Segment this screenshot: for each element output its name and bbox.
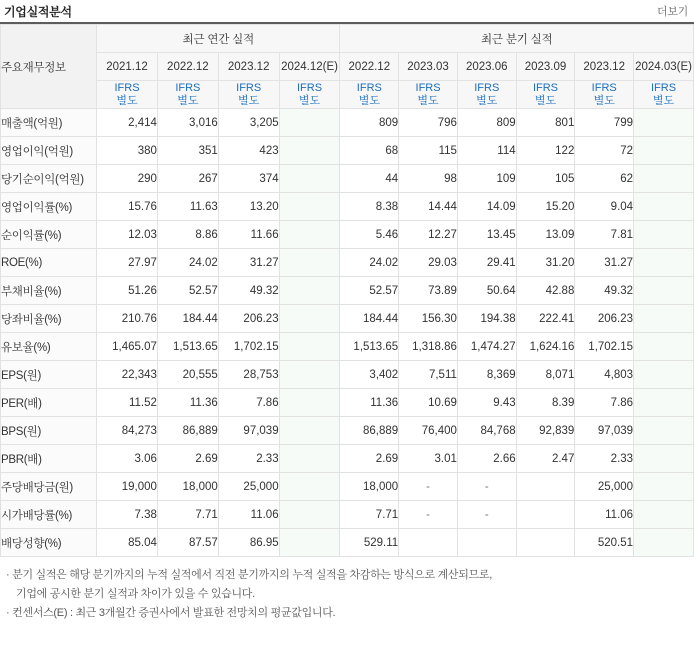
- column-period-2023.06: 2023.06: [457, 53, 516, 81]
- table-cell: [279, 277, 340, 305]
- standard-line1: IFRS: [532, 81, 559, 94]
- table-cell: 52.57: [340, 277, 399, 305]
- column-period-2023.12: 2023.12: [218, 53, 279, 81]
- column-standard-2023.06: [457, 81, 516, 109]
- table-cell: 9.04: [575, 193, 634, 221]
- standard-line2: 별도: [358, 94, 380, 107]
- column-period-2022.12: 2022.12: [157, 53, 218, 81]
- table-cell: 2.66: [457, 445, 516, 473]
- table-cell: 52.57: [157, 277, 218, 305]
- column-period-2023.03: 2023.03: [399, 53, 458, 81]
- table-group-header-row: [1, 25, 694, 53]
- table-cell: [279, 137, 340, 165]
- row-label: 시가배당률(%): [1, 501, 97, 529]
- table-cell: 8,071: [516, 361, 575, 389]
- table-cell: [634, 473, 694, 501]
- table-cell: 20,555: [157, 361, 218, 389]
- table-cell: 15.76: [97, 193, 158, 221]
- table-row: [1, 473, 694, 501]
- row-label: 당기순이익(억원): [1, 165, 97, 193]
- table-cell: 3,016: [157, 109, 218, 137]
- table-cell: 11.52: [97, 389, 158, 417]
- table-cell: 22,343: [97, 361, 158, 389]
- table-cell: 11.36: [340, 389, 399, 417]
- table-cell: 8.38: [340, 193, 399, 221]
- table-cell: 2.33: [218, 445, 279, 473]
- table-row: [1, 277, 694, 305]
- row-label: EPS(원): [1, 361, 97, 389]
- table-row: [1, 193, 694, 221]
- table-cell: [279, 389, 340, 417]
- table-cell: 73.89: [399, 277, 458, 305]
- standard-line1: IFRS: [114, 81, 140, 94]
- table-cell: 115: [399, 137, 458, 165]
- table-cell: 62: [575, 165, 634, 193]
- table-cell: 109: [457, 165, 516, 193]
- table-cell: [634, 501, 694, 529]
- footnotes: [0, 557, 694, 628]
- table-cell: [634, 389, 694, 417]
- table-cell: 92,839: [516, 417, 575, 445]
- column-period-2022.12: 2022.12: [340, 53, 399, 81]
- table-cell: 2.33: [575, 445, 634, 473]
- table-cell: [279, 249, 340, 277]
- column-standard-2021.12: [97, 81, 158, 109]
- table-cell: 1,474.27: [457, 333, 516, 361]
- table-cell: 7.71: [157, 501, 218, 529]
- table-row: [1, 221, 694, 249]
- standard-line1: IFRS: [236, 81, 262, 94]
- table-cell: 210.76: [97, 305, 158, 333]
- table-cell: 84,768: [457, 417, 516, 445]
- standard-line1: IFRS: [474, 81, 500, 94]
- table-cell: [279, 501, 340, 529]
- table-cell: 4,803: [575, 361, 634, 389]
- table-cell: 5.46: [340, 221, 399, 249]
- table-cell: 11.36: [157, 389, 218, 417]
- row-label: 영업이익률(%): [1, 193, 97, 221]
- table-cell: 380: [97, 137, 158, 165]
- table-cell: [634, 109, 694, 137]
- footnote-1: · 분기 실적은 해당 분기까지의 누적 실적에서 직전 분기까지의 누적 실적을 차감하는 방식으로 계산되므로,: [6, 569, 492, 581]
- table-cell: [634, 333, 694, 361]
- table-cell: [279, 361, 340, 389]
- table-cell: 423: [218, 137, 279, 165]
- table-cell: 25,000: [218, 473, 279, 501]
- more-link[interactable]: 더보기: [657, 6, 688, 18]
- table-cell: 809: [457, 109, 516, 137]
- table-cell: 2.47: [516, 445, 575, 473]
- table-cell: 12.27: [399, 221, 458, 249]
- table-cell: 222.41: [516, 305, 575, 333]
- table-cell: [399, 529, 458, 557]
- table-row: [1, 109, 694, 137]
- table-row: [1, 417, 694, 445]
- table-cell: 14.09: [457, 193, 516, 221]
- table-cell: -: [399, 473, 458, 501]
- page-header: [0, 0, 694, 24]
- table-cell: 184.44: [340, 305, 399, 333]
- table-cell: 13.20: [218, 193, 279, 221]
- table-cell: 31.27: [218, 249, 279, 277]
- standard-line1: IFRS: [297, 81, 323, 94]
- column-standard-2023.09: [516, 81, 575, 109]
- column-standard-2022.12: [157, 81, 218, 109]
- standard-line2: 별도: [534, 94, 557, 107]
- table-cell: [634, 361, 694, 389]
- table-cell: 72: [575, 137, 634, 165]
- table-cell: 18,000: [157, 473, 218, 501]
- standard-line2: 별도: [476, 94, 498, 107]
- table-cell: 3,402: [340, 361, 399, 389]
- table-cell: 290: [97, 165, 158, 193]
- table-cell: 801: [516, 109, 575, 137]
- financial-table-body: [1, 109, 694, 557]
- table-cell: 11.06: [218, 501, 279, 529]
- table-cell: -: [457, 473, 516, 501]
- row-label: BPS(원): [1, 417, 97, 445]
- table-cell: 9.43: [457, 389, 516, 417]
- table-cell: [279, 473, 340, 501]
- table-cell: 351: [157, 137, 218, 165]
- row-label: 영업이익(억원): [1, 137, 97, 165]
- table-cell: 84,273: [97, 417, 158, 445]
- standard-line2: 별도: [238, 94, 260, 107]
- table-cell: 86,889: [340, 417, 399, 445]
- table-cell: 49.32: [575, 277, 634, 305]
- table-cell: 10.69: [399, 389, 458, 417]
- column-period-2024.03(E): 2024.03(E): [634, 53, 694, 81]
- table-cell: 24.02: [157, 249, 218, 277]
- column-period-2023.12: 2023.12: [575, 53, 634, 81]
- standard-line1: IFRS: [175, 81, 201, 94]
- table-cell: 114: [457, 137, 516, 165]
- table-cell: 2,414: [97, 109, 158, 137]
- table-cell: 29.41: [457, 249, 516, 277]
- table-cell: 97,039: [575, 417, 634, 445]
- table-cell: 29.03: [399, 249, 458, 277]
- table-cell: [634, 305, 694, 333]
- standard-line2: 별도: [593, 94, 615, 107]
- row-label: 매출액(억원): [1, 109, 97, 137]
- table-cell: 25,000: [575, 473, 634, 501]
- standard-line2: 별도: [417, 94, 439, 107]
- table-cell: 1,318.86: [399, 333, 458, 361]
- row-label: 당좌비율(%): [1, 305, 97, 333]
- table-cell: 7.38: [97, 501, 158, 529]
- group-header-quarter: 최근 분기 실적: [340, 25, 694, 53]
- table-row: [1, 445, 694, 473]
- table-cell: [634, 417, 694, 445]
- table-cell: 7.81: [575, 221, 634, 249]
- table-period-row: [1, 53, 694, 81]
- table-cell: [457, 529, 516, 557]
- standard-line2: 별도: [298, 94, 321, 107]
- table-cell: [634, 221, 694, 249]
- column-standard-2023.12: [575, 81, 634, 109]
- table-cell: 156.30: [399, 305, 458, 333]
- page-title: 기업실적분석: [4, 4, 72, 19]
- table-cell: 86.95: [218, 529, 279, 557]
- standard-line1: IFRS: [651, 81, 677, 94]
- table-cell: [634, 137, 694, 165]
- table-cell: 1,513.65: [157, 333, 218, 361]
- table-cell: 3.01: [399, 445, 458, 473]
- table-cell: 1,513.65: [340, 333, 399, 361]
- table-cell: 50.64: [457, 277, 516, 305]
- table-cell: 28,753: [218, 361, 279, 389]
- row-label: 배당성향(%): [1, 529, 97, 557]
- table-cell: 3.06: [97, 445, 158, 473]
- table-cell: 11.63: [157, 193, 218, 221]
- table-cell: 7.71: [340, 501, 399, 529]
- table-cell: 12.03: [97, 221, 158, 249]
- table-cell: 1,465.07: [97, 333, 158, 361]
- table-cell: 2.69: [340, 445, 399, 473]
- row-label: 부채비율(%): [1, 277, 97, 305]
- table-cell: [279, 417, 340, 445]
- table-cell: 105: [516, 165, 575, 193]
- table-cell: [516, 473, 575, 501]
- table-cell: 122: [516, 137, 575, 165]
- standard-line2: 별도: [652, 94, 675, 107]
- table-cell: 27.97: [97, 249, 158, 277]
- table-cell: 7.86: [575, 389, 634, 417]
- table-cell: 24.02: [340, 249, 399, 277]
- column-period-2021.12: 2021.12: [97, 53, 158, 81]
- table-cell: [516, 501, 575, 529]
- footnote-2: · 컨센서스(E) : 최근 3개월간 증권사에서 발표한 전망치의 평균값입니다.: [6, 607, 336, 619]
- table-cell: 98: [399, 165, 458, 193]
- table-cell: 7,511: [399, 361, 458, 389]
- table-cell: 31.20: [516, 249, 575, 277]
- table-cell: 68: [340, 137, 399, 165]
- table-cell: [279, 333, 340, 361]
- standard-line1: IFRS: [356, 81, 382, 94]
- table-cell: 13.09: [516, 221, 575, 249]
- table-cell: 184.44: [157, 305, 218, 333]
- table-cell: [634, 193, 694, 221]
- table-cell: 1,624.16: [516, 333, 575, 361]
- standard-line2: 별도: [116, 94, 138, 107]
- table-cell: 809: [340, 109, 399, 137]
- column-standard-2024.03(E): [634, 81, 694, 109]
- financial-table: [0, 24, 694, 557]
- table-cell: 11.06: [575, 501, 634, 529]
- corner-header: 주요재무정보: [1, 25, 97, 109]
- column-standard-2024.12(E): [279, 81, 340, 109]
- table-cell: 19,000: [97, 473, 158, 501]
- table-cell: 796: [399, 109, 458, 137]
- table-row: [1, 249, 694, 277]
- table-row: [1, 305, 694, 333]
- table-cell: 14.44: [399, 193, 458, 221]
- table-cell: 44: [340, 165, 399, 193]
- table-cell: 1,702.15: [575, 333, 634, 361]
- standard-line1: IFRS: [415, 81, 441, 94]
- row-label: PBR(배): [1, 445, 97, 473]
- column-period-2024.12(E): 2024.12(E): [279, 53, 340, 81]
- table-row: [1, 501, 694, 529]
- standard-line2: 별도: [177, 94, 199, 107]
- table-cell: 7.86: [218, 389, 279, 417]
- table-cell: [279, 109, 340, 137]
- table-cell: 8.86: [157, 221, 218, 249]
- table-cell: 206.23: [575, 305, 634, 333]
- table-cell: 76,400: [399, 417, 458, 445]
- table-cell: 18,000: [340, 473, 399, 501]
- group-header-annual: 최근 연간 실적: [97, 25, 340, 53]
- footnote-1-cont: 기업에 공시한 분기 실적과 차이가 있을 수 있습니다.: [16, 588, 255, 600]
- table-cell: 3,205: [218, 109, 279, 137]
- table-cell: [634, 165, 694, 193]
- standard-line1: IFRS: [591, 81, 617, 94]
- table-cell: 13.45: [457, 221, 516, 249]
- table-cell: 86,889: [157, 417, 218, 445]
- table-cell: 374: [218, 165, 279, 193]
- column-standard-2023.12: [218, 81, 279, 109]
- table-cell: [279, 193, 340, 221]
- table-cell: -: [399, 501, 458, 529]
- table-cell: 194.38: [457, 305, 516, 333]
- column-period-2023.09: 2023.09: [516, 53, 575, 81]
- table-cell: 1,702.15: [218, 333, 279, 361]
- table-cell: [279, 165, 340, 193]
- table-cell: 206.23: [218, 305, 279, 333]
- table-cell: 15.20: [516, 193, 575, 221]
- table-row: [1, 137, 694, 165]
- table-cell: 31.27: [575, 249, 634, 277]
- table-cell: 11.66: [218, 221, 279, 249]
- row-label: 유보율(%): [1, 333, 97, 361]
- table-cell: 520.51: [575, 529, 634, 557]
- table-cell: [516, 529, 575, 557]
- table-cell: [634, 249, 694, 277]
- table-cell: [634, 529, 694, 557]
- table-cell: 2.69: [157, 445, 218, 473]
- table-cell: -: [457, 501, 516, 529]
- table-row: [1, 165, 694, 193]
- table-row: [1, 361, 694, 389]
- table-cell: 799: [575, 109, 634, 137]
- table-cell: 97,039: [218, 417, 279, 445]
- table-cell: [279, 445, 340, 473]
- row-label: 순이익률(%): [1, 221, 97, 249]
- table-standard-row: [1, 81, 694, 109]
- table-cell: [279, 529, 340, 557]
- table-cell: [279, 305, 340, 333]
- table-cell: [634, 445, 694, 473]
- row-label: ROE(%): [1, 249, 97, 277]
- column-standard-2022.12: [340, 81, 399, 109]
- table-cell: 529.11: [340, 529, 399, 557]
- table-row: [1, 389, 694, 417]
- table-cell: 42.88: [516, 277, 575, 305]
- table-cell: [279, 221, 340, 249]
- table-cell: 87.57: [157, 529, 218, 557]
- table-row: [1, 529, 694, 557]
- table-cell: [634, 277, 694, 305]
- column-standard-2023.03: [399, 81, 458, 109]
- table-row: [1, 333, 694, 361]
- table-cell: 8.39: [516, 389, 575, 417]
- row-label: 주당배당금(원): [1, 473, 97, 501]
- row-label: PER(배): [1, 389, 97, 417]
- table-cell: 8,369: [457, 361, 516, 389]
- table-cell: 51.26: [97, 277, 158, 305]
- table-cell: 85.04: [97, 529, 158, 557]
- table-cell: 49.32: [218, 277, 279, 305]
- table-cell: 267: [157, 165, 218, 193]
